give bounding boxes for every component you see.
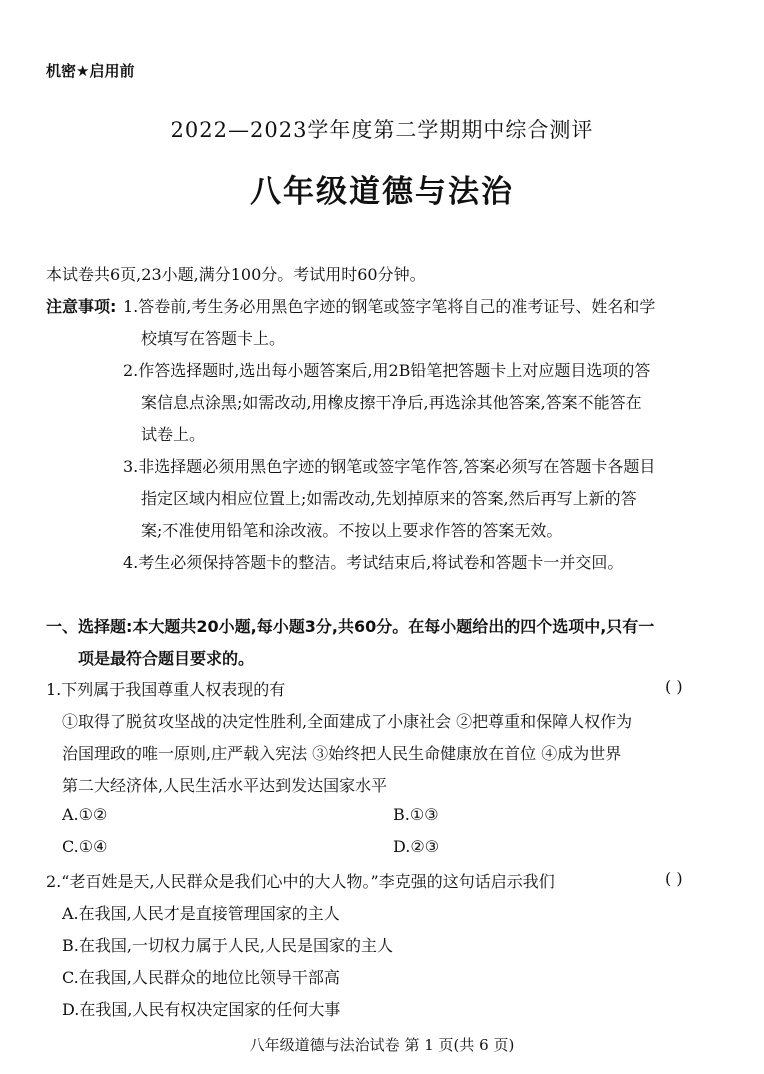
notice-item-2-line-2: 案信息点涂黑;如需改动,用橡皮擦干净后,再选涂其他答案,答案不能答在 [141,393,642,412]
page-footer: 八年级道德与法治试卷 第 1 页(共 6 页) [249,1036,515,1054]
notice-item-2-line-1: 2.作答选择题时,选出每小题答案后,用2B铅笔把答题卡上对应题目选项的答 [123,361,651,380]
question-1-option-d: D.②③ [393,837,440,856]
subject-title: 八年级道德与法治 [250,174,514,210]
notice-item-3-line-1: 3.非选择题必须用黑色字迹的钢笔或签字笔作答,答案必须写在答题卡各题目 [123,457,656,476]
question-2-stem: 2.“老百姓是天,人民群众是我们心中的大人物。”李克强的这句话启示我们 [46,872,555,891]
question-1-option-b: B.①③ [393,805,439,824]
notice-item-1-line-1: 1.答卷前,考生务必用黑色字迹的钢笔或签字笔将自己的准考证号、姓名和学 [123,297,656,316]
notice-item-3-line-2: 指定区域内相应位置上;如需改动,先划掉原来的答案,然后再写上新的答 [141,489,637,508]
notice-item-2-line-3: 试卷上。 [141,425,206,444]
question-1-statements-line-1: ①取得了脱贫攻坚战的决定性胜利,全面建成了小康社会 ②把尊重和保障人权作为 [62,712,633,731]
question-2-option-c: C.在我国,人民群众的地位比领导干部高 [62,968,340,987]
question-1-statements-line-3: 第二大经济体,人民生活水平达到发达国家水平 [62,776,388,795]
confidential-mark: 机密★启用前 [46,62,135,80]
question-2-answer-paren: ( ) [665,869,683,888]
notice-item-4-line-1: 4.考生必须保持答题卡的整洁。考试结束后,将试卷和答题卡一并交回。 [123,553,624,572]
notice-label: 注意事项: [46,297,117,316]
exam-title: 2022—2023学年度第二学期期中综合测评 [170,118,594,142]
question-2-option-d: D.在我国,人民有权决定国家的任何大事 [62,1000,341,1019]
notice-item-1-line-2: 校填写在答题卡上。 [141,329,286,348]
question-2-option-b: B.在我国,一切权力属于人民,人民是国家的主人 [62,936,394,955]
question-1-statements-line-2: 治国理政的唯一原则,庄严载入宪法 ③始终把人民生命健康放在首位 ④成为世界 [62,744,622,763]
section-1-heading-line-2: 项是最符合题目要求的。 [78,649,255,668]
exam-intro: 本试卷共6页,23小题,满分100分。考试用时60分钟。 [46,265,426,284]
question-1-option-c: C.①④ [62,837,108,856]
question-1-option-a: A.①② [62,805,108,824]
notice-item-3-line-3: 案;不准使用铅笔和涂改液。不按以上要求作答的答案无效。 [141,521,563,540]
question-2-option-a: A.在我国,人民才是直接管理国家的主人 [62,904,340,923]
section-1-heading-line-1: 一、选择题:本大题共20小题,每小题3分,共60分。在每小题给出的四个选项中,只有一 [46,617,655,636]
question-1-stem: 1.下列属于我国尊重人权表现的有 [46,680,286,699]
question-1-answer-paren: ( ) [665,677,683,696]
